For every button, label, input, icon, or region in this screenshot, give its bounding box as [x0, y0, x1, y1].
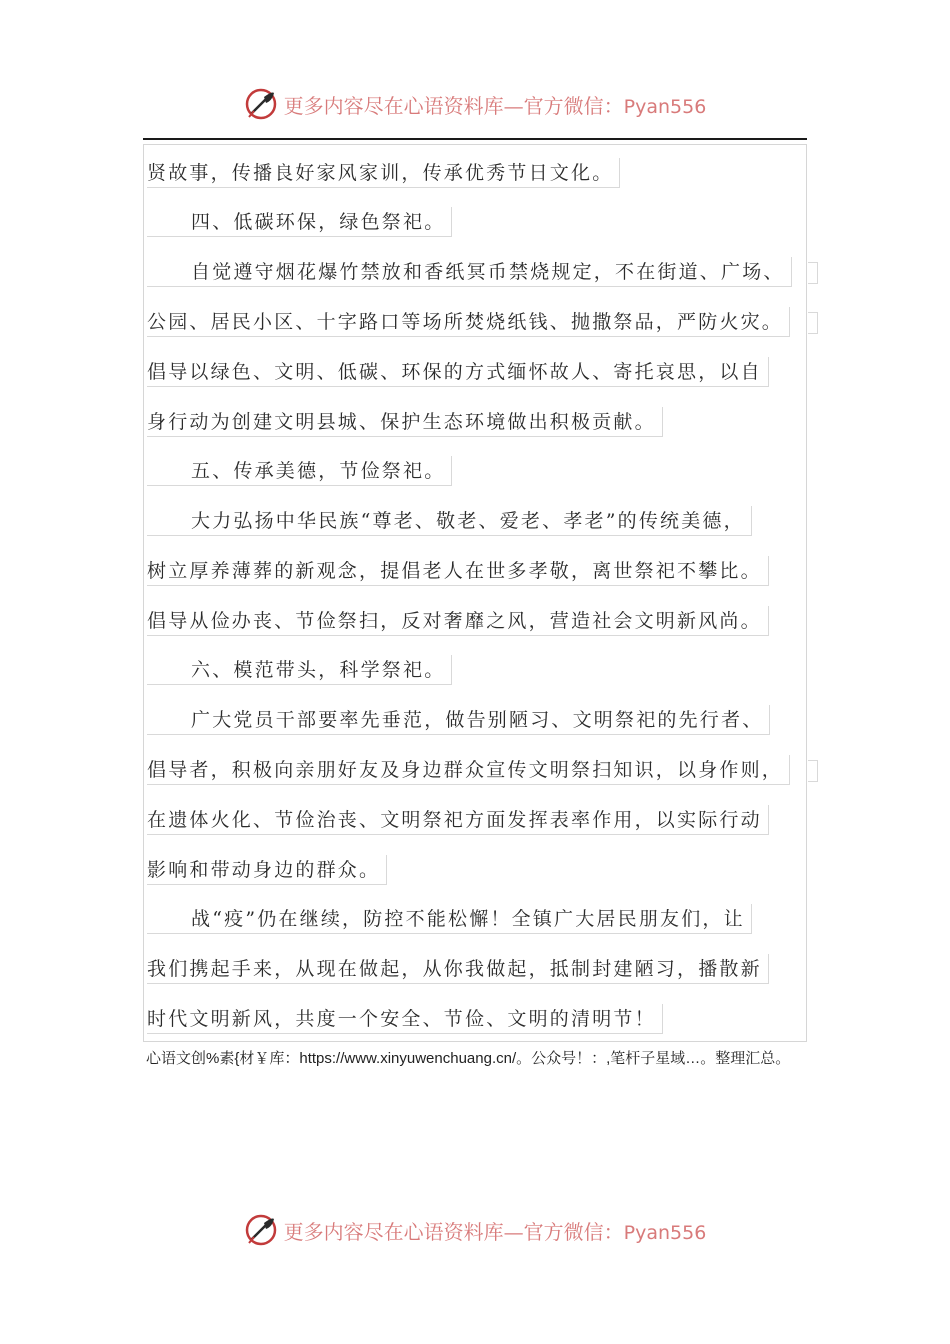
doc-line: 倡导以绿色、文明、低碳、环保的方式缅怀故人、寄托哀思，以自	[147, 357, 769, 387]
footer-banner	[0, 1210, 950, 1250]
doc-line: 树立厚养薄葬的新观念，提倡老人在世多孝敬，离世祭祀不攀比。	[147, 556, 769, 586]
quill-logo-icon	[244, 87, 278, 121]
doc-line: 身行动为创建文明县城、保护生态环境做出积极贡献。	[147, 407, 663, 437]
source-footnote: 心语文创%素{材￥库：https://www.xinyuwenchuang.cn/。公众号！：,笔杆子星域…。整理汇总。	[146, 1050, 791, 1067]
banner-text-cn: 更多内容尽在心语资料库—官方微信：	[283, 1219, 624, 1244]
doc-line: 大力弘扬中华民族“尊老、敬老、爱老、孝老”的传统美德，	[147, 506, 752, 536]
doc-line: 影响和带动身边的群众。	[147, 855, 387, 885]
doc-line: 倡导者，积极向亲朋好友及身边群众宣传文明祭扫知识，以身作则，	[147, 755, 790, 785]
line-overflow-mark	[808, 760, 818, 782]
banner-wechat-id: Pyan556	[623, 95, 707, 118]
doc-line: 在遗体火化、节俭治丧、文明祭祀方面发挥表率作用，以实际行动	[147, 805, 769, 835]
doc-line: 公园、居民小区、十字路口等场所焚烧纸钱、抛撒祭品，严防火灾。	[147, 307, 790, 337]
line-overflow-mark	[808, 312, 818, 334]
banner-text-cn: 更多内容尽在心语资料库—官方微信：	[283, 93, 624, 118]
doc-line: 时代文明新风，共度一个安全、节俭、文明的清明节！	[147, 1004, 663, 1034]
section-heading: 五、传承美德，节俭祭祀。	[147, 456, 452, 486]
doc-line: 贤故事，传播良好家风家训，传承优秀节日文化。	[147, 158, 620, 188]
section-heading: 六、模范带头，科学祭祀。	[147, 655, 452, 685]
doc-line: 战“疫”仍在继续，防控不能松懈！全镇广大居民朋友们，让	[147, 904, 752, 934]
doc-line: 自觉遵守烟花爆竹禁放和香纸冥币禁烧规定，不在街道、广场、	[147, 257, 792, 287]
header-rule	[143, 138, 807, 140]
banner-text	[284, 1216, 707, 1245]
banner-wechat-id: Pyan556	[623, 1221, 707, 1244]
section-heading: 四、低碳环保，绿色祭祀。	[147, 207, 452, 237]
banner-text	[284, 90, 707, 119]
doc-line: 倡导从俭办丧、节俭祭扫，反对奢靡之风，营造社会文明新风尚。	[147, 606, 769, 636]
quill-logo-icon	[244, 1213, 278, 1247]
line-overflow-mark	[808, 262, 818, 284]
doc-line: 我们携起手来，从现在做起，从你我做起，抵制封建陋习，播散新	[147, 954, 769, 984]
doc-line: 广大党员干部要率先垂范，做告别陋习、文明祭祀的先行者、	[147, 705, 770, 735]
header-banner	[0, 84, 950, 124]
